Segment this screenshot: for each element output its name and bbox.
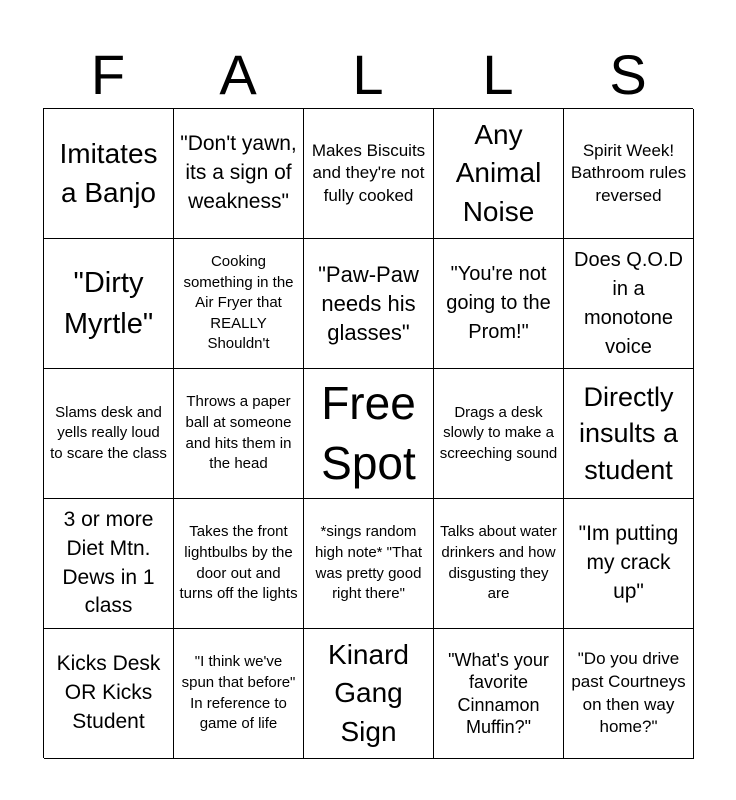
bingo-cell[interactable] [44, 499, 174, 629]
cell-text: Slams desk and yells really loud to scare the class [50, 403, 167, 462]
cell-text: Makes Biscuits and they're not fully cooked [311, 140, 426, 205]
header-letter-l: L [482, 43, 514, 106]
bingo-board [43, 108, 693, 758]
cell-text: Throws a paper ball at someone and hits them in the head [185, 393, 292, 473]
cell-text: "Do you drive past Courtneys on then way home?" [571, 649, 686, 737]
cell-text: "What's your favorite Cinnamon Muffin?" [448, 649, 549, 737]
bingo-cell[interactable] [564, 629, 694, 759]
bingo-cell[interactable] [44, 369, 174, 499]
cell-text: 3 or more Diet Mtn. Dews in 1 class [62, 507, 155, 618]
bingo-cell[interactable] [44, 629, 174, 759]
bingo-cell[interactable] [304, 499, 434, 629]
bingo-cell[interactable] [174, 239, 304, 369]
free-spot-text: Free Spot [321, 376, 416, 489]
header-letter-f: F [90, 43, 126, 106]
cell-text: "Paw-Paw needs his glasses" [318, 261, 419, 346]
cell-text: Any Animal Noise [455, 118, 542, 227]
bingo-cell[interactable] [564, 369, 694, 499]
cell-text: Does Q.O.D in a monotone voice [574, 248, 683, 358]
bingo-cell[interactable] [44, 239, 174, 369]
cell-text: Kinard Gang Sign [328, 638, 409, 747]
header-letter-s: S [609, 43, 647, 106]
cell-text: "Im putting my crack up" [578, 522, 679, 603]
bingo-cell[interactable] [174, 369, 304, 499]
header-letter-a: A [219, 43, 257, 106]
bingo-header [43, 42, 693, 108]
bingo-cell[interactable] [174, 109, 304, 239]
cell-text: Spirit Week! Bathroom rules reversed [570, 140, 687, 205]
bingo-cell[interactable] [174, 629, 304, 759]
free-spot-cell[interactable] [304, 369, 434, 499]
cell-text: Takes the front lightbulbs by the door out and turns off the lights [179, 523, 298, 603]
bingo-cell[interactable] [304, 109, 434, 239]
bingo-cell[interactable] [434, 239, 564, 369]
bingo-cell[interactable] [434, 109, 564, 239]
cell-text: "I think we've spun that before" In reference to game of life [181, 653, 296, 733]
header-letter-l: L [352, 43, 384, 106]
bingo-cell[interactable] [434, 369, 564, 499]
cell-text: "Don't yawn, its a sign of weakness" [180, 132, 297, 213]
bingo-cell[interactable] [434, 629, 564, 759]
cell-text: Kicks Desk OR Kicks Student [56, 652, 161, 733]
cell-text: Imitates a Banjo [59, 138, 158, 208]
cell-text: Drags a desk slowly to make a screeching sound [439, 403, 558, 462]
bingo-cell[interactable] [434, 499, 564, 629]
bingo-cell[interactable] [174, 499, 304, 629]
bingo-cell[interactable] [564, 239, 694, 369]
bingo-cell[interactable] [304, 629, 434, 759]
bingo-cell[interactable] [564, 109, 694, 239]
cell-text: "Dirty Myrtle" [63, 267, 154, 340]
cell-text: "You're not going to the Prom!" [446, 263, 551, 343]
cell-text: Talks about water drinkers and how disgusting they are [440, 523, 557, 603]
bingo-cell[interactable] [304, 239, 434, 369]
cell-text: Cooking something in the Air Fryer that REALLY Shouldn't [183, 253, 294, 353]
cell-text: *sings random high note* "That was pretty good right there" [314, 523, 423, 603]
bingo-cell[interactable] [44, 109, 174, 239]
cell-text: Directly insults a student [578, 381, 679, 485]
bingo-cell[interactable] [564, 499, 694, 629]
